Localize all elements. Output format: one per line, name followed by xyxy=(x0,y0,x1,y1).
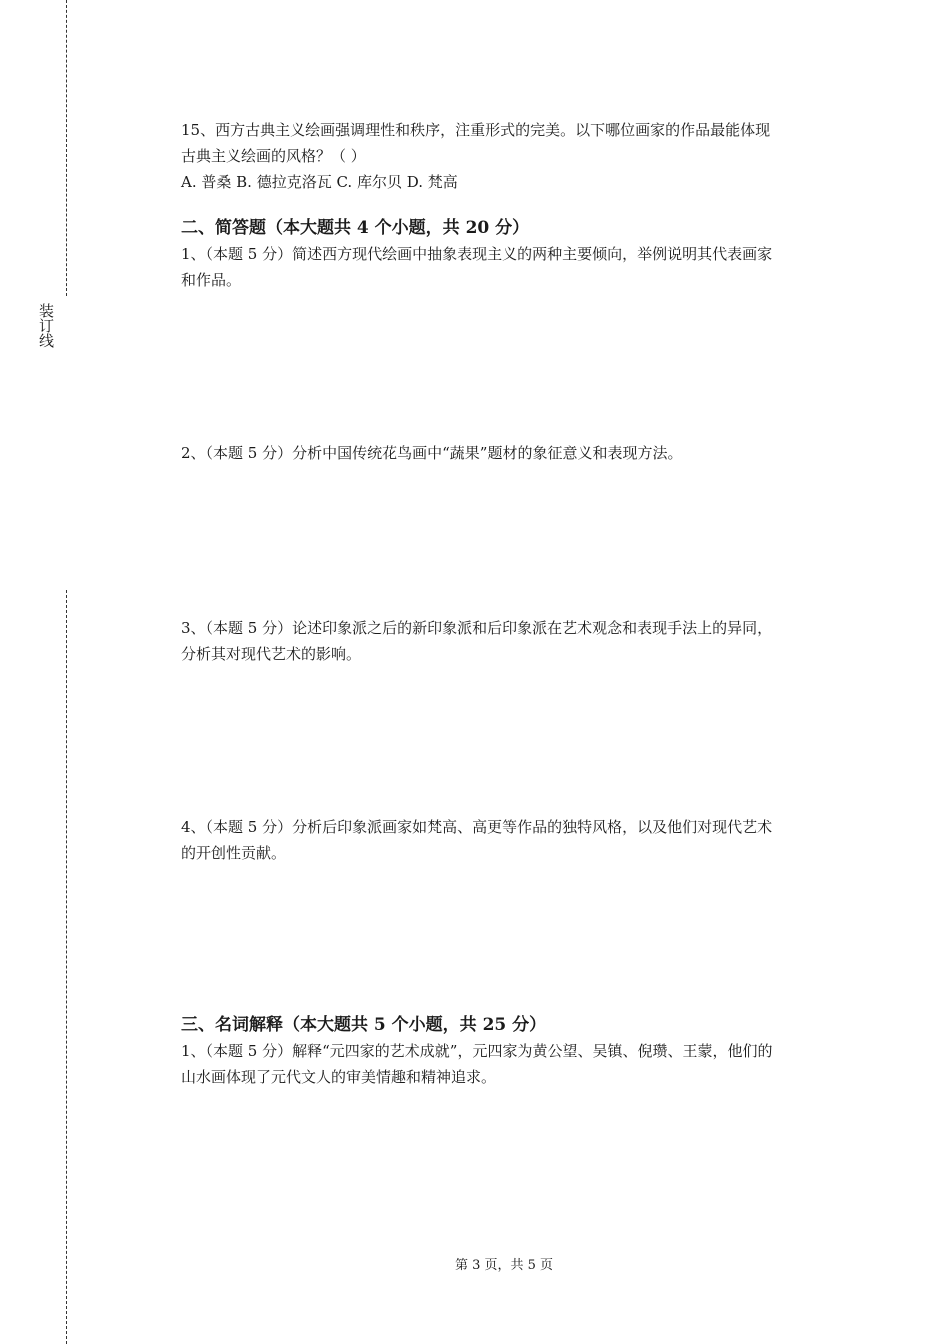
section-3-title: 三、名词解释（本大题共 5 个小题，共 25 分） xyxy=(181,1015,547,1035)
question-15-line-2: 古典主义绘画的风格？（ ） xyxy=(181,147,366,165)
section-2-question-2-line-1: 2、（本题 5 分）分析中国传统花鸟画中“蔬果”题材的象征意义和表现方法。 xyxy=(181,444,683,462)
binding-dashed-line-top xyxy=(66,0,67,296)
section-2-question-1 xyxy=(181,241,841,293)
section-2-question-3 xyxy=(181,615,841,667)
binding-label: 装订线 xyxy=(37,303,55,348)
section-2-question-4 xyxy=(181,814,841,866)
section-3-question-1 xyxy=(181,1038,841,1090)
section-2-question-3-line-2: 分析其对现代艺术的影响。 xyxy=(181,645,362,663)
section-2-question-3-line-1: 3、（本题 5 分）论述印象派之后的新印象派和后印象派在艺术观念和表现手法上的异同， xyxy=(181,619,773,637)
section-2-title: 二、简答题（本大题共 4 个小题，共 20 分） xyxy=(181,218,530,238)
question-15-options: A. 普桑 B. 德拉克洛瓦 C. 库尔贝 D. 梵高 xyxy=(181,173,458,191)
section-2-question-4-line-1: 4、（本题 5 分）分析后印象派画家如梵高、高更等作品的独特风格，以及他们对现代艺术 xyxy=(181,818,773,836)
section-3-question-1-line-2: 山水画体现了元代文人的审美情趣和精神追求。 xyxy=(181,1068,497,1086)
section-2-question-1-line-2: 和作品。 xyxy=(181,271,242,289)
question-15-line-1: 15、西方古典主义绘画强调理性和秩序，注重形式的完美。以下哪位画家的作品最能体现 xyxy=(181,121,771,139)
section-2-question-4-line-2: 的开创性贡献。 xyxy=(181,844,287,862)
binding-dashed-line-bottom xyxy=(66,590,67,1344)
section-2-question-2 xyxy=(181,440,841,466)
section-2-question-1-line-1: 1、（本题 5 分）简述西方现代绘画中抽象表现主义的两种主要倾向，举例说明其代表画家 xyxy=(181,245,773,263)
question-15 xyxy=(181,117,841,195)
section-3-question-1-line-1: 1、（本题 5 分）解释“元四家的艺术成就”，元四家为黄公望、吴镇、倪瓒、王蒙，他们的 xyxy=(181,1042,773,1060)
page-number-footer: 第 3 页，共 5 页 xyxy=(454,1258,554,1273)
